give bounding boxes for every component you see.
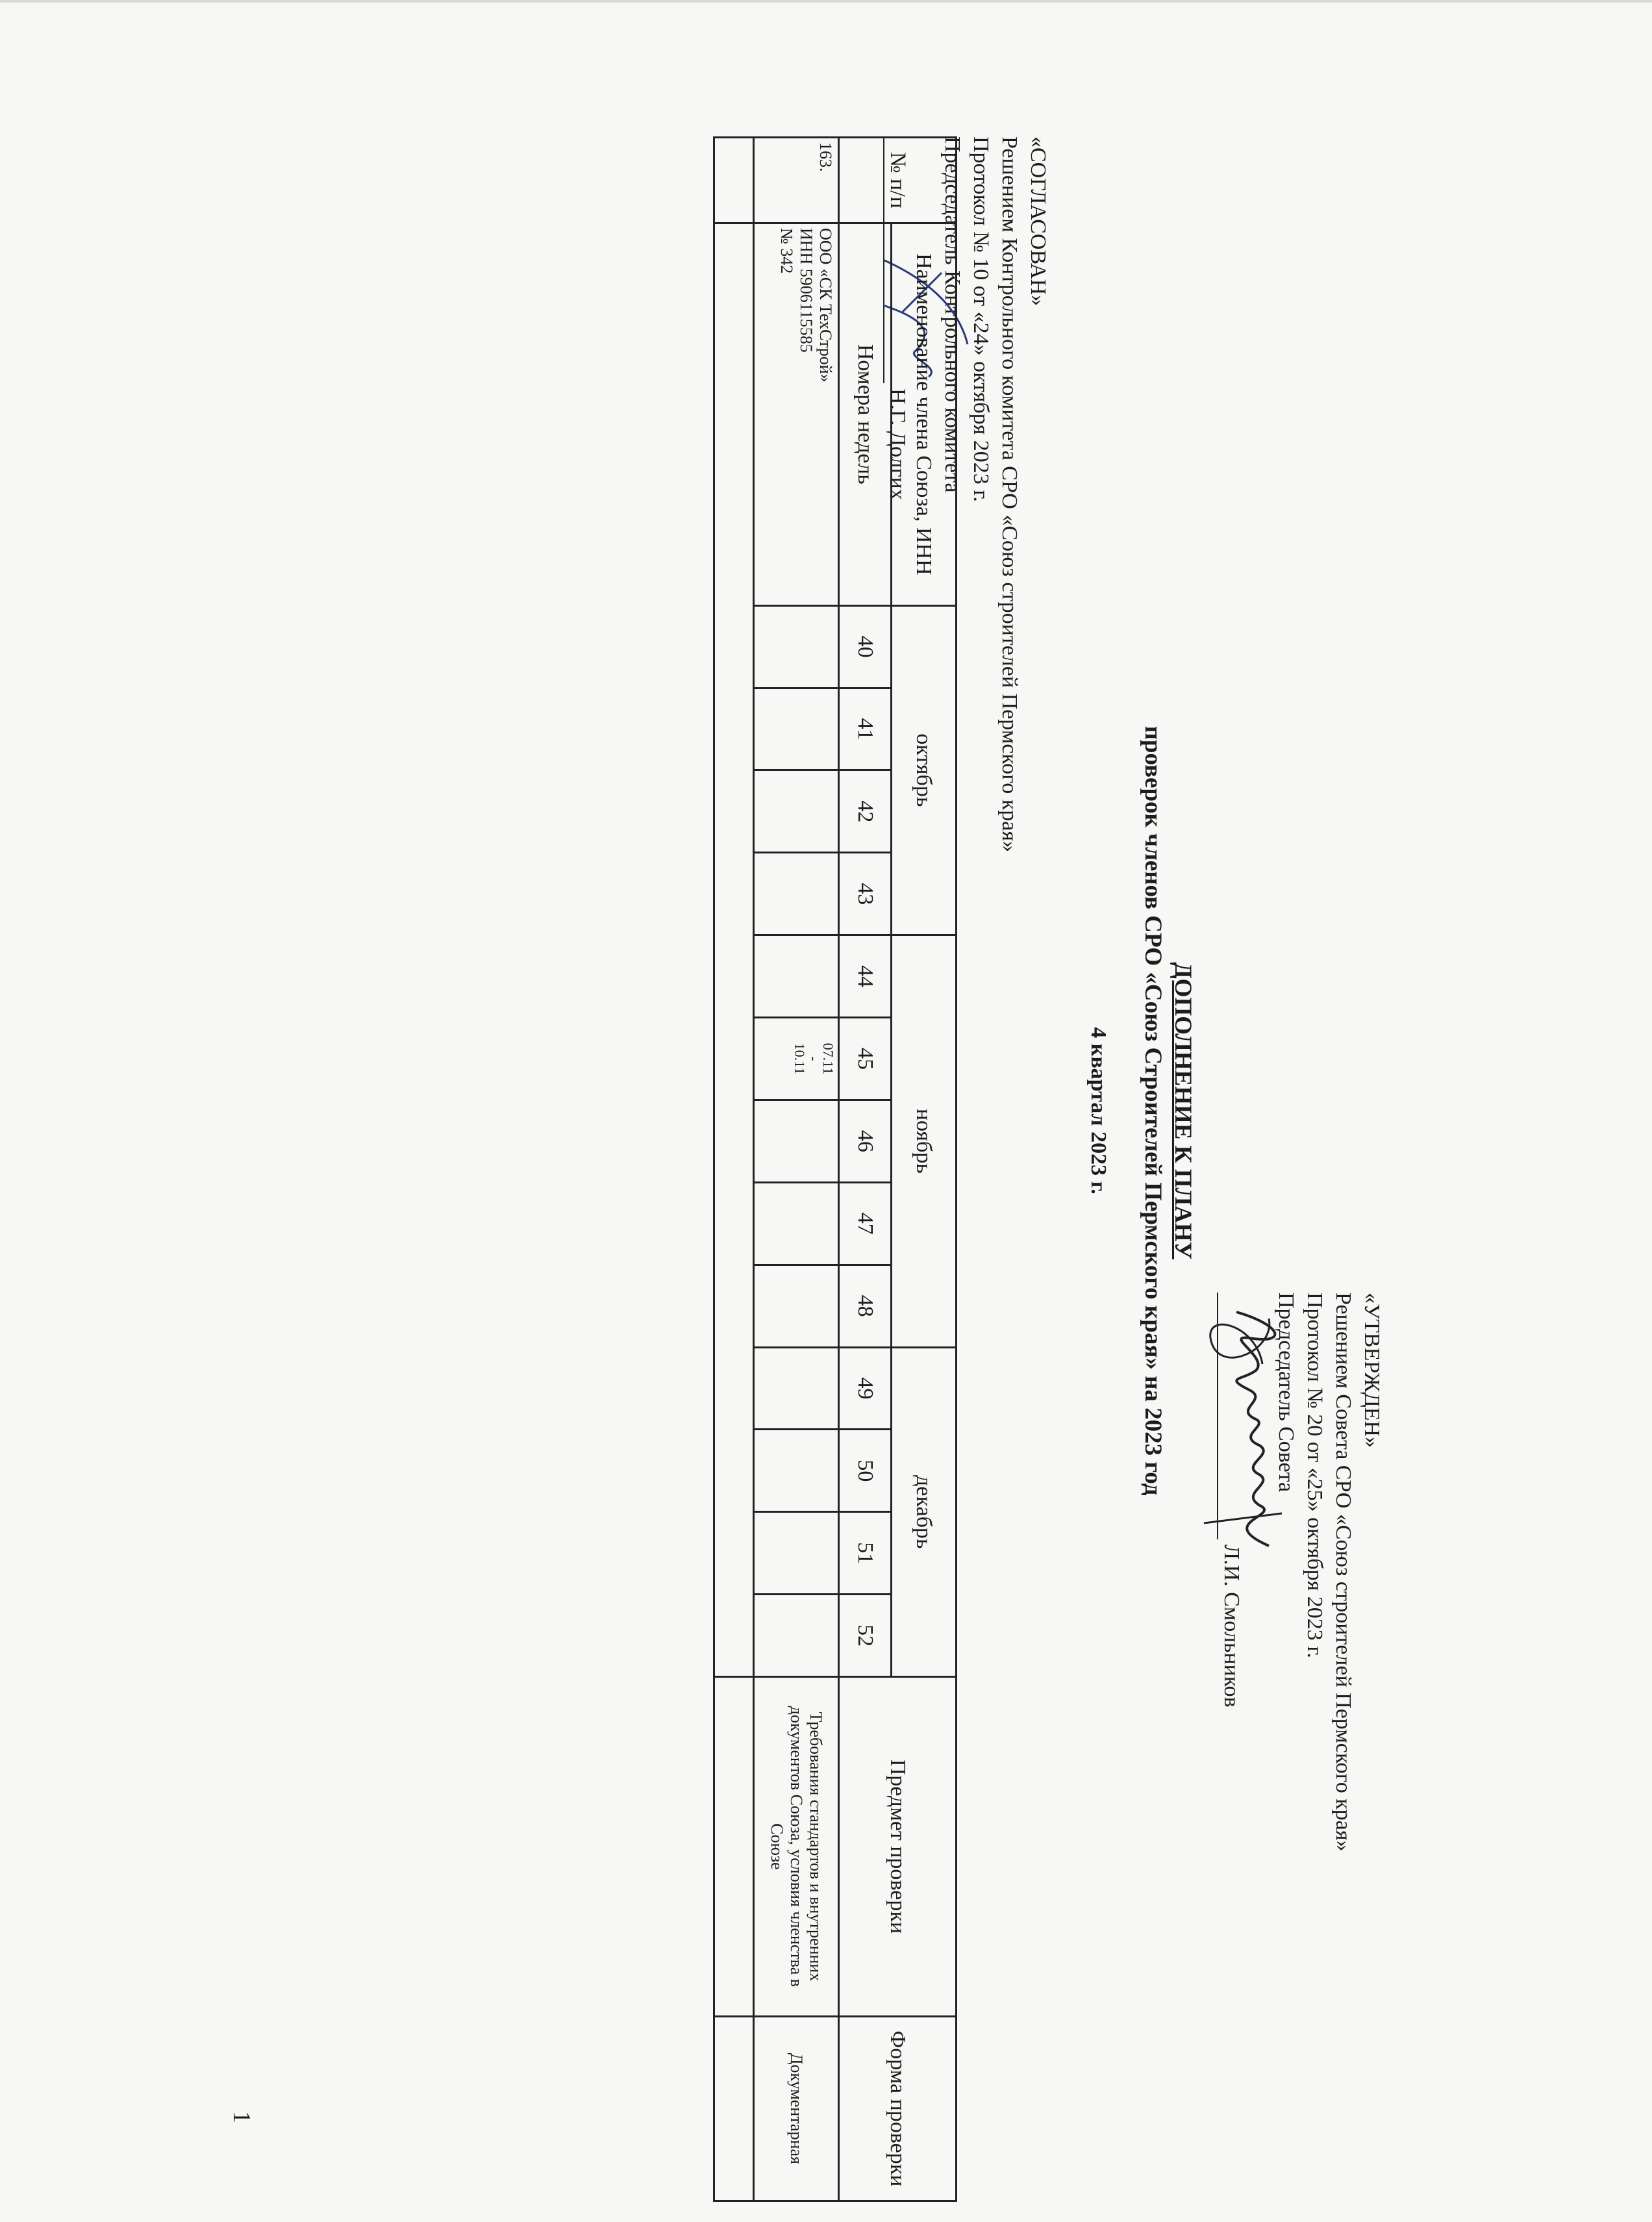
week-slot bbox=[754, 1595, 839, 1677]
week-slot bbox=[754, 688, 839, 770]
agreed-heading: «СОГЛАСОВАН» bbox=[1026, 136, 1050, 307]
week-cell: 52 bbox=[839, 1595, 892, 1677]
header-month-november: ноябрь bbox=[892, 935, 957, 1347]
row-member bbox=[754, 223, 839, 605]
row-member-reg: № 342 bbox=[777, 227, 796, 274]
week-cell: 45 bbox=[839, 1018, 892, 1100]
header-form: Форма проверки bbox=[839, 2016, 957, 2201]
approved-heading: «УТВЕРЖДЕН» bbox=[1360, 1293, 1384, 1448]
agreed-signer: Н.Г. Долгих bbox=[886, 388, 910, 500]
week-cell: 48 bbox=[839, 1265, 892, 1347]
inspection-date-start: 07.11 bbox=[820, 1042, 836, 1075]
page-number: 1 bbox=[228, 2111, 255, 2123]
approved-signer: Л.И. Смольников bbox=[1220, 1545, 1244, 1708]
title-line1: ДОПОЛНЕНИЕ К ПЛАНУ bbox=[1170, 962, 1196, 1259]
approved-line2: Протокол № 20 от «25» октября 2023 г. bbox=[1303, 1293, 1327, 1658]
week-cell: 44 bbox=[839, 935, 892, 1018]
week-cell: 47 bbox=[839, 1182, 892, 1265]
header-row-months bbox=[892, 138, 957, 2201]
week-cell: 49 bbox=[839, 1347, 892, 1430]
approved-block bbox=[1217, 1293, 1386, 2137]
empty-cell bbox=[714, 223, 754, 1676]
row-member-inn: ИНН 5906115585 bbox=[797, 227, 816, 353]
week-slot bbox=[754, 1182, 839, 1265]
approved-line1: Решением Совета СРО «Союз строителей Пермского края» bbox=[1331, 1293, 1355, 1852]
approved-line3: Председатель Совета bbox=[1274, 1293, 1298, 1493]
week-slot bbox=[754, 1265, 839, 1347]
empty-cell bbox=[714, 2016, 754, 2201]
week-slot bbox=[754, 935, 839, 1018]
week-slot bbox=[754, 1512, 839, 1595]
agreed-line1: Решением Контрольного комитета СРО «Союз строителей Пермского края» bbox=[997, 136, 1021, 852]
week-cell: 40 bbox=[839, 605, 892, 688]
week-slot bbox=[754, 605, 839, 688]
header-month-december: декабрь bbox=[892, 1347, 957, 1677]
week-slot bbox=[754, 770, 839, 853]
inspection-date bbox=[754, 1018, 839, 1100]
week-cell: 43 bbox=[839, 853, 892, 935]
week-cell: 46 bbox=[839, 1100, 892, 1182]
document-sheet bbox=[158, 39, 1652, 2187]
agreed-line3: Председатель Контрольного комитета bbox=[940, 136, 964, 493]
row-subject: Требования стандартов и внутренних документов Союза, условия членства в Союзе bbox=[754, 1677, 839, 2017]
header-subject: Предмет проверки bbox=[839, 1677, 957, 2017]
week-cell: 50 bbox=[839, 1430, 892, 1512]
week-slot bbox=[754, 1100, 839, 1182]
empty-cell bbox=[714, 138, 754, 223]
title-line2: проверок членов СРО «Союз Строителей Пермского края» на 2023 год bbox=[1140, 726, 1166, 1496]
inspection-date-dash: - bbox=[806, 1056, 822, 1061]
header-week-numbers: Номера недель bbox=[839, 223, 892, 605]
document-title bbox=[1083, 429, 1197, 1793]
week-cell: 41 bbox=[839, 688, 892, 770]
week-cell: 51 bbox=[839, 1512, 892, 1595]
table-row-empty bbox=[714, 138, 754, 2201]
week-cell: 42 bbox=[839, 770, 892, 853]
header-name: Наименование члена Союза, ИНН bbox=[892, 223, 957, 605]
row-member-name: ООО «СК ТехСтрой» bbox=[816, 227, 835, 383]
inspection-date-end: 10.11 bbox=[792, 1042, 808, 1075]
header-month-october: октябрь bbox=[892, 605, 957, 935]
week-slot bbox=[754, 1430, 839, 1512]
week-slot bbox=[754, 1347, 839, 1430]
empty-cell bbox=[714, 1677, 754, 2017]
inspection-plan-table bbox=[713, 136, 957, 2202]
signature-smolnikov bbox=[1197, 1299, 1295, 1572]
title-line3: 4 квартал 2023 г. bbox=[1086, 1027, 1110, 1194]
table-row bbox=[754, 138, 839, 2201]
week-slot bbox=[754, 853, 839, 935]
scan-edge bbox=[0, 0, 1652, 3]
row-form: Документарная bbox=[754, 2016, 839, 2201]
agreed-line2: Протокол № 10 от «24» октября 2023 г. bbox=[969, 136, 993, 502]
header-num: № п/п bbox=[839, 138, 957, 223]
row-num: 163. bbox=[754, 138, 839, 223]
